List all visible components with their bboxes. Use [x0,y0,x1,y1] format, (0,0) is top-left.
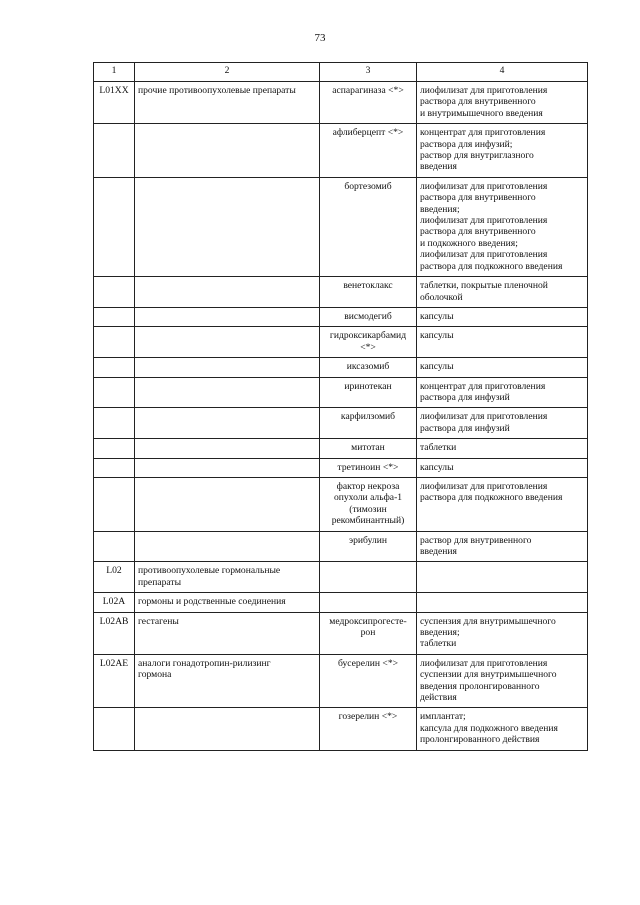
dosage-form-line: введения [420,546,457,557]
group-name-line: гормоны и родственные соединения [138,596,286,608]
dosage-form-line: раствора для инфузий [420,391,510,403]
atc-code-cell [94,307,135,326]
dosage-form-line: капсулы [420,361,454,373]
dosage-form-line: лиофилизат для приготовления [420,215,548,227]
atc-code-cell [94,358,135,377]
dosage-form-cell [417,654,588,708]
dosage-form-line: концентрат для приготовления [420,380,546,392]
dosage-form-line: лиофилизат для приготовления [420,657,548,669]
dosage-form-line: концентрат для приготовления [420,127,546,139]
group-name-cell [135,654,320,708]
drug-name-cell [320,124,417,178]
group-name-cell [135,531,320,562]
dosage-form-cell [417,708,588,750]
atc-code-cell [94,458,135,477]
dosage-form-line: действия [420,692,457,704]
drug-name-cell [320,477,417,531]
dosage-form-line: лиофилизат для приготовления [420,249,548,261]
atc-code-cell [94,377,135,408]
drug-name-line: эрибулин [349,534,387,546]
atc-code-cell [94,327,135,358]
group-name-cell [135,408,320,439]
group-name-line: гестагены [138,615,179,627]
table-row [94,327,588,358]
dosage-form-line: лиофилизат для приготовления [420,85,548,96]
table-row [94,593,588,612]
table-row [94,458,588,477]
dosage-form-line: раствора для инфузий [420,422,510,434]
group-name-line: прочие противоопухолевые препараты [138,85,296,96]
dosage-form-cell [417,562,588,593]
atc-code-cell [94,177,135,276]
dosage-form-line: таблетки [420,442,457,454]
drug-name-line: митотан [351,442,385,454]
atc-code-cell [94,124,135,178]
atc-code-cell: L02A [94,593,135,612]
atc-code-cell: L02AE [94,654,135,708]
dosage-form-cell [417,377,588,408]
drug-name-line: гозерелин <*> [338,711,398,723]
dosage-form-cell [417,177,588,276]
dosage-form-cell [417,408,588,439]
drug-name-cell [320,708,417,750]
drug-name-line: висмодегиб [344,310,392,322]
header-cell-code: 1 [94,63,135,82]
dosage-form-line: пролонгированного действия [420,734,540,746]
drug-name-line: фактор некроза [336,480,400,492]
drug-name-line: рекомбинантный) [331,515,405,527]
dosage-form-line: раствора для инфузий; [420,138,513,150]
dosage-form-line: капсулы [420,461,454,473]
dosage-form-line: лиофилизат для приготовления [420,180,548,192]
header-cell-drug: 3 [320,63,417,82]
drug-name-cell [320,439,417,458]
drug-name-line: иксазомиб [346,361,390,373]
drug-name-line: рон [360,627,376,639]
group-name-cell [135,458,320,477]
atc-code-cell [94,477,135,531]
atc-code-cell [94,531,135,562]
drug-name-line: карфилзомиб [340,411,396,423]
dosage-form-line: раствора для подкожного введения [420,260,563,272]
drug-name-line: медроксипрогесте- [329,615,407,627]
table-header-row [94,63,588,82]
drug-name-cell [320,531,417,562]
header-cell-form: 4 [417,63,588,82]
dosage-form-line: капсулы [420,330,454,342]
group-name-cell [135,377,320,408]
table-row [94,708,588,750]
dosage-form-line: капсулы [420,310,454,322]
dosage-form-cell [417,358,588,377]
group-name-cell [135,307,320,326]
dosage-form-line: введения; [420,203,460,215]
atc-code-cell [94,277,135,308]
group-name-cell [135,277,320,308]
dosage-form-line: раствора для внутривенного [420,226,536,238]
dosage-form-cell [417,458,588,477]
table-body [94,82,588,751]
drug-name-line: третиноин <*> [337,461,399,473]
group-name-cell [135,477,320,531]
group-name-cell [135,439,320,458]
dosage-form-line: раствор для внутриглазного [420,150,534,162]
table-row [94,124,588,178]
drug-name-cell [320,562,417,593]
group-name-cell [135,358,320,377]
dosage-form-line: и внутримышечного введения [420,107,543,119]
dosage-form-line: введения пролонгированного [420,680,540,692]
table-row [94,377,588,408]
table-row [94,477,588,531]
dosage-form-line: введения [420,161,457,173]
table-row [94,531,588,562]
dosage-form-line: имплантат; [420,711,466,723]
drug-name-cell [320,327,417,358]
group-name-line: противоопухолевые гормональные [138,565,281,577]
dosage-form-cell [417,327,588,358]
drug-name-cell [320,458,417,477]
group-name-cell [135,612,320,654]
drug-name-cell [320,654,417,708]
drug-name-cell [320,358,417,377]
drug-name-line: аспарагиназа <*> [332,85,404,96]
dosage-form-line: таблетки [420,638,457,650]
table-row [94,408,588,439]
header-cell-group: 2 [135,63,320,82]
dosage-form-line: раствора для внутривенного [420,192,536,204]
atc-code-cell [94,708,135,750]
atc-code-cell: L02AB [94,612,135,654]
dosage-form-line: лиофилизат для приготовления [420,411,548,423]
table-row [94,439,588,458]
dosage-form-cell [417,82,588,124]
atc-code-cell [94,439,135,458]
group-name-line: аналоги гонадотропин-рилизинг [138,657,271,669]
drug-name-cell [320,307,417,326]
dosage-form-cell [417,477,588,531]
group-name-cell [135,177,320,276]
group-name-line: препараты [138,576,182,588]
dosage-form-cell [417,531,588,562]
group-name-cell [135,562,320,593]
atc-code-cell [94,408,135,439]
dosage-form-line: лиофилизат для приготовления [420,480,548,492]
table-row [94,307,588,326]
dosage-form-cell [417,439,588,458]
group-name-cell [135,708,320,750]
table-row [94,358,588,377]
dosage-form-line: капсула для подкожного введения [420,722,558,734]
group-name-cell [135,124,320,178]
dosage-form-line: оболочкой [420,291,463,303]
table-row [94,82,588,124]
group-name-cell [135,82,320,124]
dosage-form-cell [417,307,588,326]
drug-name-line: <*> [360,341,376,353]
dosage-form-cell [417,612,588,654]
table-row [94,612,588,654]
table-row [94,277,588,308]
dosage-form-line: суспензии для внутримышечного [420,669,557,681]
group-name-cell [135,593,320,612]
drug-name-line: опухоли альфа-1 [333,492,403,504]
drug-name-cell [320,612,417,654]
drug-name-cell [320,82,417,124]
atc-code-cell: L01XX [94,82,135,124]
drug-name-cell [320,377,417,408]
dosage-form-line: и подкожного введения; [420,237,518,249]
drug-name-line: бусерелин <*> [337,657,399,669]
dosage-form-cell [417,593,588,612]
table-row [94,562,588,593]
drug-name-line: афлиберцепт <*> [332,127,404,139]
drug-name-line: гидроксикарбамид [329,330,407,342]
drug-name-cell [320,277,417,308]
drug-name-line: венетоклакс [343,280,393,292]
drug-name-cell [320,593,417,612]
drug-name-line: иринотекан [344,380,392,392]
dosage-form-cell [417,277,588,308]
dosage-form-line: суспензия для внутримышечного [420,615,556,627]
drug-table [93,62,588,751]
drug-name-cell [320,408,417,439]
drug-name-cell [320,177,417,276]
table-row [94,654,588,708]
drug-name-line: бортезомиб [344,180,392,192]
dosage-form-line: раствор для внутривенного [420,534,532,546]
dosage-form-line: введения; [420,627,460,639]
atc-code-cell: L02 [94,562,135,593]
drug-name-line: (тимозин [349,503,387,515]
group-name-line: гормона [138,669,172,681]
table-row [94,177,588,276]
dosage-form-line: раствора для внутривенного [420,96,536,108]
page-number: 73 [314,32,326,44]
dosage-form-line: раствора для подкожного введения [420,492,563,504]
group-name-cell [135,327,320,358]
dosage-form-cell [417,124,588,178]
dosage-form-line: таблетки, покрытые пленочной [420,280,548,292]
